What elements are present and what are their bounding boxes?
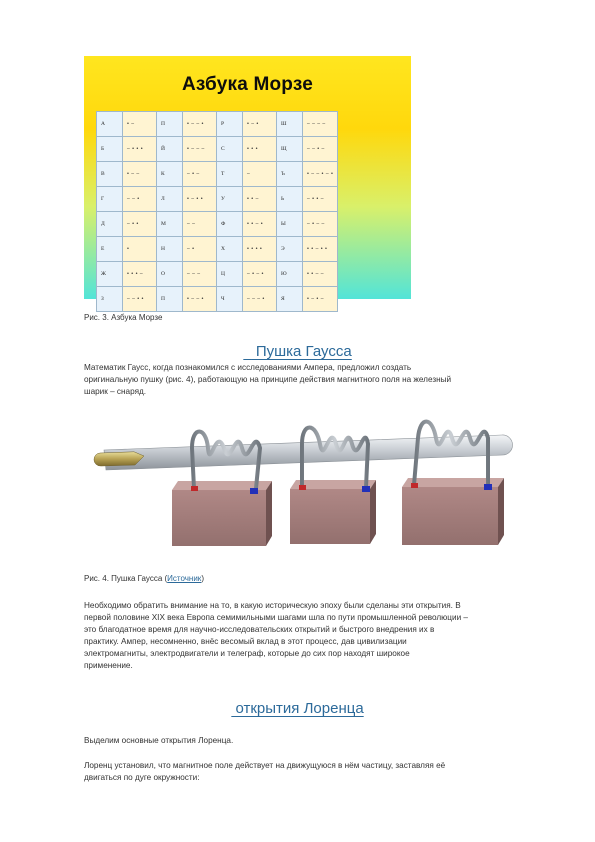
morse-letter: Д bbox=[97, 212, 123, 237]
morse-row bbox=[97, 162, 338, 187]
morse-letter: Ь bbox=[277, 187, 303, 212]
morse-code: • • • • bbox=[243, 237, 277, 262]
morse-code: – – • • bbox=[123, 287, 157, 312]
morse-code: • • • bbox=[243, 137, 277, 162]
morse-letter: Й bbox=[157, 137, 183, 162]
morse-figure-title: Азбука Морзе bbox=[181, 74, 314, 95]
morse-row bbox=[97, 287, 338, 312]
morse-letter: Р bbox=[217, 112, 243, 137]
morse-table bbox=[96, 111, 338, 312]
morse-letter: Щ bbox=[277, 137, 303, 162]
morse-letter: Ц bbox=[217, 262, 243, 287]
paragraph-gauss bbox=[84, 362, 554, 398]
morse-row bbox=[97, 212, 338, 237]
morse-code: • bbox=[123, 237, 157, 262]
gauss-gun-illustration bbox=[84, 408, 534, 558]
morse-code: • – • bbox=[243, 112, 277, 137]
morse-code: • • – • bbox=[243, 212, 277, 237]
morse-code: • • – bbox=[243, 187, 277, 212]
morse-row bbox=[97, 187, 338, 212]
paragraph-lorentz-intro: Выделим основные открытия Лоренца. bbox=[84, 736, 234, 745]
morse-letter: З bbox=[97, 287, 123, 312]
morse-code: – • – bbox=[183, 162, 217, 187]
morse-code: – – – • bbox=[243, 287, 277, 312]
morse-letter: Ж bbox=[97, 262, 123, 287]
morse-code: • – – – bbox=[183, 137, 217, 162]
morse-letter: П bbox=[157, 112, 183, 137]
figure-4-caption bbox=[84, 574, 204, 583]
morse-code: • – – • bbox=[183, 112, 217, 137]
morse-letter: Л bbox=[157, 187, 183, 212]
morse-code: • – bbox=[123, 112, 157, 137]
morse-letter: Ч bbox=[217, 287, 243, 312]
morse-letter: Е bbox=[97, 237, 123, 262]
morse-letter: К bbox=[157, 162, 183, 187]
morse-code: • – • – bbox=[303, 287, 338, 312]
morse-letter: П bbox=[157, 287, 183, 312]
morse-code: • – – bbox=[123, 162, 157, 187]
text-line: это благодатное время для научно-исследовательских открытий и быстрого внедрения их в bbox=[84, 625, 435, 634]
morse-row bbox=[97, 262, 338, 287]
morse-letter: У bbox=[217, 187, 243, 212]
paragraph-history bbox=[84, 600, 559, 672]
text-line: Лоренц установил, что магнитное поле действует на движущуюся в нём частицу, заставляя её bbox=[84, 761, 446, 770]
morse-code: • • – – bbox=[303, 262, 338, 287]
morse-code: – – • – bbox=[303, 137, 338, 162]
figure-3-caption: Рис. 3. Азбука Морзе bbox=[84, 313, 163, 322]
morse-code: – – – – bbox=[303, 112, 338, 137]
morse-letter: О bbox=[157, 262, 183, 287]
morse-row bbox=[97, 112, 338, 137]
text-line: оригинальную пушку (рис. 4), работающую на принципе действия магнитного поля на железный bbox=[84, 375, 452, 384]
morse-code: • – – • bbox=[183, 287, 217, 312]
heading-gauss-gun[interactable]: Пушка Гаусса bbox=[251, 343, 352, 360]
morse-letter: М bbox=[157, 212, 183, 237]
morse-row bbox=[97, 137, 338, 162]
morse-letter: В bbox=[97, 162, 123, 187]
morse-code-figure bbox=[84, 56, 411, 302]
text-line: двигаться по дуге окружности: bbox=[84, 773, 200, 782]
morse-code: • • • – bbox=[123, 262, 157, 287]
morse-letter: Х bbox=[217, 237, 243, 262]
morse-letter: Я bbox=[277, 287, 303, 312]
morse-code: – • • bbox=[123, 212, 157, 237]
morse-code: • – • • bbox=[183, 187, 217, 212]
source-link[interactable]: Источник bbox=[167, 574, 202, 583]
morse-row bbox=[97, 237, 338, 262]
morse-code: – bbox=[243, 162, 277, 187]
morse-code: • • – • • bbox=[303, 237, 338, 262]
text-line: практику. Ампер, несомненно, внёс весомый вклад в этот процесс, дав цивилизации bbox=[84, 637, 407, 646]
morse-letter: Э bbox=[277, 237, 303, 262]
heading-lorentz[interactable]: открытия Лоренца bbox=[231, 700, 364, 717]
morse-code: – • bbox=[183, 237, 217, 262]
morse-letter: Ш bbox=[277, 112, 303, 137]
text-line: Необходимо обратить внимание на то, в какую историческую эпоху были сделаны эти открытия. В bbox=[84, 601, 461, 610]
caption-prefix: Рис. 4. Пушка Гаусса ( bbox=[84, 574, 168, 583]
text-line: применение. bbox=[84, 661, 133, 670]
caption-suffix: ) bbox=[201, 574, 204, 583]
morse-letter: Г bbox=[97, 187, 123, 212]
text-line: первой половине XIX века Европа семимильными шагами шла по пути промышленной революции – bbox=[84, 613, 468, 622]
text-line: шарик – снаряд. bbox=[84, 387, 147, 396]
morse-code: – – – bbox=[183, 262, 217, 287]
morse-letter: Ю bbox=[277, 262, 303, 287]
morse-letter: Н bbox=[157, 237, 183, 262]
morse-code: – • – – bbox=[303, 212, 338, 237]
morse-code: – – bbox=[183, 212, 217, 237]
morse-letter: С bbox=[217, 137, 243, 162]
morse-letter: Б bbox=[97, 137, 123, 162]
morse-code: – • – • bbox=[243, 262, 277, 287]
morse-letter: Ф bbox=[217, 212, 243, 237]
text-line: электромагниты, электродвигатели и телеграф, которые до сих пор находят широкое bbox=[84, 649, 410, 658]
morse-letter: А bbox=[97, 112, 123, 137]
morse-code: – – • bbox=[123, 187, 157, 212]
paragraph-lorentz bbox=[84, 760, 554, 784]
morse-letter: Ы bbox=[277, 212, 303, 237]
morse-code: – • • • bbox=[123, 137, 157, 162]
morse-letter: Т bbox=[217, 162, 243, 187]
morse-code: – • • – bbox=[303, 187, 338, 212]
morse-code: • – – • – • bbox=[303, 162, 338, 187]
text-line: Математик Гаусс, когда познакомился с исследованиями Ампера, предложил создать bbox=[84, 363, 412, 372]
morse-letter: Ъ bbox=[277, 162, 303, 187]
